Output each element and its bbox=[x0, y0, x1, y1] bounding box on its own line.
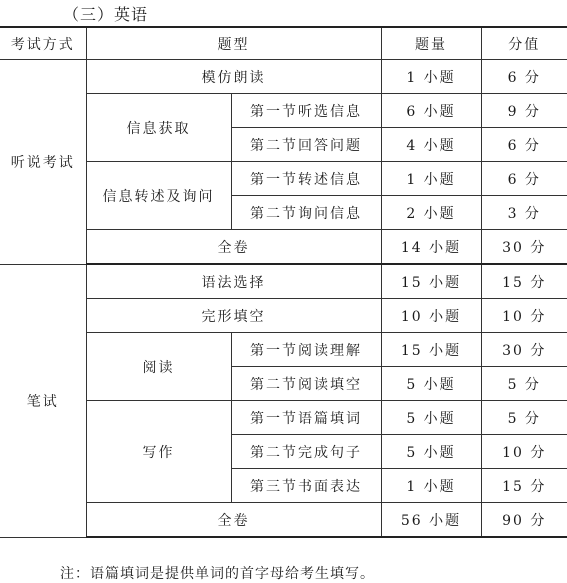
table-row bbox=[0, 503, 567, 538]
count-cell: 2 小题 bbox=[381, 196, 481, 230]
score-cell: 6 分 bbox=[481, 128, 567, 162]
score-cell: 90 分 bbox=[481, 503, 567, 538]
count-cell: 1 小题 bbox=[381, 60, 481, 94]
table-row bbox=[0, 230, 567, 265]
score-cell: 6 分 bbox=[481, 60, 567, 94]
subsection-cell: 第二节完成句子 bbox=[231, 435, 381, 469]
score-cell: 30 分 bbox=[481, 230, 567, 265]
subsection-cell: 第一节语篇填词 bbox=[231, 401, 381, 435]
count-cell: 14 小题 bbox=[381, 230, 481, 265]
count-cell: 15 小题 bbox=[381, 333, 481, 367]
subsection-cell: 第三节书面表达 bbox=[231, 469, 381, 503]
type-cell: 语法选择 bbox=[86, 264, 381, 299]
score-cell: 6 分 bbox=[481, 162, 567, 196]
table-row bbox=[0, 299, 567, 333]
score-cell: 10 分 bbox=[481, 299, 567, 333]
type-group-cell: 写作 bbox=[86, 401, 231, 503]
header-score: 分值 bbox=[481, 27, 567, 60]
section-heading: （三）英语 bbox=[63, 5, 149, 24]
count-cell: 4 小题 bbox=[381, 128, 481, 162]
count-cell: 15 小题 bbox=[381, 264, 481, 299]
count-cell: 10 小题 bbox=[381, 299, 481, 333]
type-group-cell: 信息获取 bbox=[86, 94, 231, 162]
score-cell: 10 分 bbox=[481, 435, 567, 469]
subsection-cell: 第一节转述信息 bbox=[231, 162, 381, 196]
table-row bbox=[0, 94, 567, 128]
type-group-cell: 阅读 bbox=[86, 333, 231, 401]
subsection-cell: 第二节回答问题 bbox=[231, 128, 381, 162]
mode-listening: 听说考试 bbox=[0, 60, 86, 265]
type-group-cell: 信息转述及询问 bbox=[86, 162, 231, 230]
count-cell: 5 小题 bbox=[381, 401, 481, 435]
total-label-cell: 全卷 bbox=[86, 230, 381, 265]
table-row bbox=[0, 162, 567, 196]
total-label-cell: 全卷 bbox=[86, 503, 381, 538]
subsection-cell: 第一节阅读理解 bbox=[231, 333, 381, 367]
count-cell: 5 小题 bbox=[381, 435, 481, 469]
header-type: 题型 bbox=[86, 27, 381, 60]
mode-written: 笔试 bbox=[0, 264, 86, 537]
count-cell: 6 小题 bbox=[381, 94, 481, 128]
footnote: 注：语篇填词是提供单词的首字母给考生填写。 bbox=[60, 566, 375, 582]
table-row bbox=[0, 60, 567, 94]
score-cell: 3 分 bbox=[481, 196, 567, 230]
subsection-cell: 第一节听选信息 bbox=[231, 94, 381, 128]
subsection-cell: 第二节阅读填空 bbox=[231, 367, 381, 401]
exam-structure-table bbox=[0, 26, 567, 538]
type-cell: 完形填空 bbox=[86, 299, 381, 333]
score-cell: 5 分 bbox=[481, 401, 567, 435]
count-cell: 5 小题 bbox=[381, 367, 481, 401]
score-cell: 9 分 bbox=[481, 94, 567, 128]
score-cell: 15 分 bbox=[481, 264, 567, 299]
score-cell: 30 分 bbox=[481, 333, 567, 367]
score-cell: 5 分 bbox=[481, 367, 567, 401]
score-cell: 15 分 bbox=[481, 469, 567, 503]
subsection-cell: 第二节询问信息 bbox=[231, 196, 381, 230]
count-cell: 56 小题 bbox=[381, 503, 481, 538]
table-row bbox=[0, 264, 567, 299]
type-cell: 模仿朗读 bbox=[86, 60, 381, 94]
header-mode: 考试方式 bbox=[0, 27, 86, 60]
table-header-row bbox=[0, 27, 567, 60]
count-cell: 1 小题 bbox=[381, 162, 481, 196]
table-row bbox=[0, 333, 567, 367]
table-row bbox=[0, 401, 567, 435]
count-cell: 1 小题 bbox=[381, 469, 481, 503]
header-count: 题量 bbox=[381, 27, 481, 60]
